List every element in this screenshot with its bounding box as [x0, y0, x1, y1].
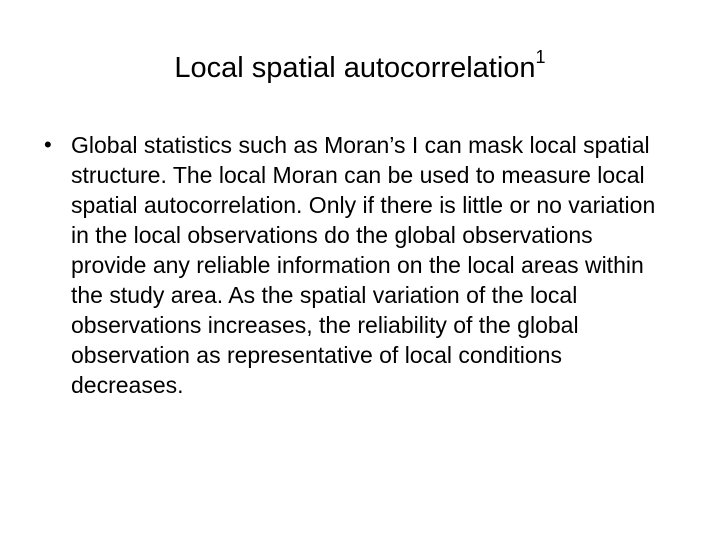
slide-title-text: Local spatial autocorrelation [174, 52, 536, 84]
bullet-item [0, 130, 720, 400]
slide-title [0, 48, 720, 88]
bullet-list [0, 130, 720, 400]
bullet-text: Global statistics such as Moran’s I can mask local spatial structure. The local Moran can be used to measure local spatial autocorrelation. Only if there is little or no variation in the local observations do the global observations provide any reliable information on the local areas within the study area. As the spatial variation of the local observations increases, the reliability of the global observation as representative of local conditions decreases. [71, 132, 656, 398]
title-footnote-marker: 1 [535, 47, 546, 68]
bullet-dot-icon: • [44, 132, 52, 157]
